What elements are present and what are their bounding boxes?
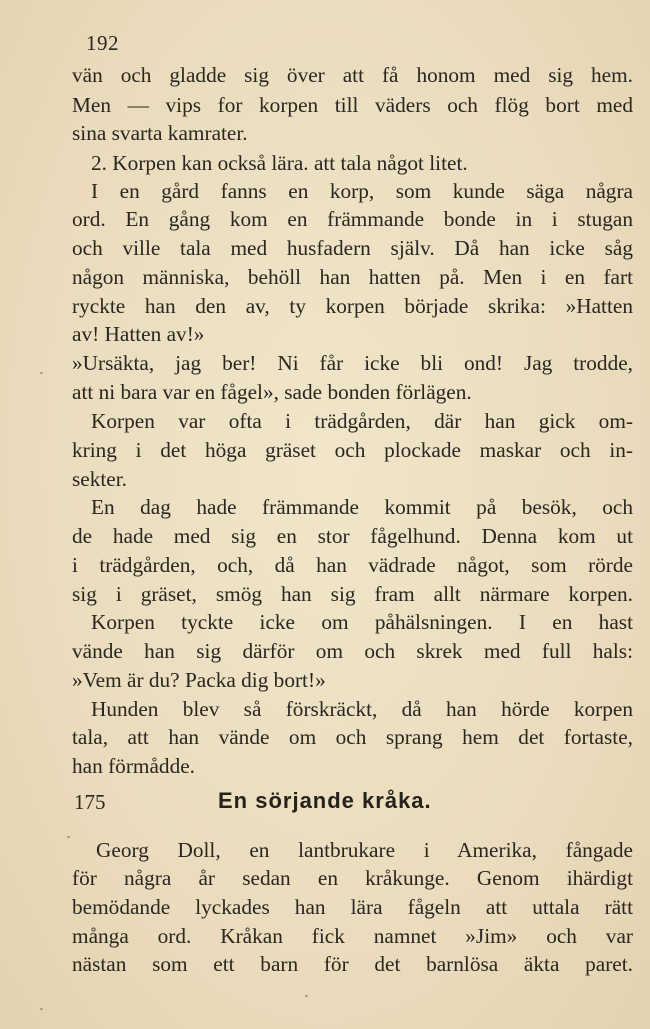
text-line: sig i gräset, smög han sig fram allt närmare korpen. (72, 582, 633, 606)
text-line: nästan som ett barn för det barnlösa äkta paret. (72, 952, 633, 976)
paper-speck (305, 995, 308, 997)
text-line: vän och gladde sig över att få honom med sig hem. (72, 63, 633, 87)
text-line: sina svarta kamrater. (72, 121, 248, 145)
section-heading (72, 788, 633, 818)
paper-speck (40, 372, 43, 374)
text-line: En dag hade främmande kommit på besök, och (91, 495, 633, 519)
text-line: någon människa, behöll han hatten på. Men i en fart (72, 265, 633, 289)
text-line: 2. Korpen kan också lära. att tala något litet. (91, 151, 468, 175)
text-line: Korpen var ofta i trädgården, där han gick om- (91, 409, 633, 433)
page-number: 192 (86, 31, 119, 55)
text-line: och ville tala med husfadern själv. Då han icke såg (72, 236, 633, 260)
text-line: »Vem är du? Packa dig bort!» (72, 668, 326, 692)
text-line: många ord. Kråkan fick namnet »Jim» och var (72, 924, 633, 948)
text-line: kring i det höga gräset och plockade maskar och in- (72, 438, 633, 462)
text-line: sekter. (72, 467, 127, 491)
text-line: ryckte han den av, ty korpen började skrika: »Hatten (72, 294, 633, 318)
text-line: Korpen tyckte icke om påhälsningen. I en hast (91, 610, 633, 634)
text-line: Georg Doll, en lantbrukare i Amerika, fångade (96, 838, 633, 862)
text-line: vände han sig därför om och skrek med full hals: (72, 639, 633, 663)
text-line: Men — vips for korpen till väders och flög bort med (72, 93, 633, 117)
text-line: de hade med sig en stor fågelhund. Denna kom ut (72, 524, 633, 548)
text-line: i trädgården, och, då han vädrade något, som rörde (72, 553, 633, 577)
text-line: bemödande lyckades han lära fågeln att uttala rätt (72, 895, 633, 919)
text-line: för några år sedan en kråkunge. Genom ihärdigt (72, 866, 633, 890)
text-line: han förmådde. (72, 754, 195, 778)
text-line: ord. En gång kom en främmande bonde in i stugan (72, 207, 633, 231)
text-line: av! Hatten av!» (72, 322, 205, 346)
section-title: En sörjande kråka. (218, 788, 432, 813)
text-line: att ni bara var en fågel», sade bonden förlägen. (72, 380, 472, 404)
text-line: Hunden blev så förskräckt, då han hörde korpen (91, 697, 633, 721)
text-line: »Ursäkta, jag ber! Ni får icke bli ond! Jag trodde, (72, 351, 633, 375)
section-number: 175 (74, 790, 106, 814)
text-line: I en gård fanns en korp, som kunde säga några (91, 179, 633, 203)
paper-speck (67, 836, 70, 838)
paper-speck (40, 1008, 43, 1010)
text-line: tala, att han vände om och sprang hem det fortaste, (72, 725, 633, 749)
